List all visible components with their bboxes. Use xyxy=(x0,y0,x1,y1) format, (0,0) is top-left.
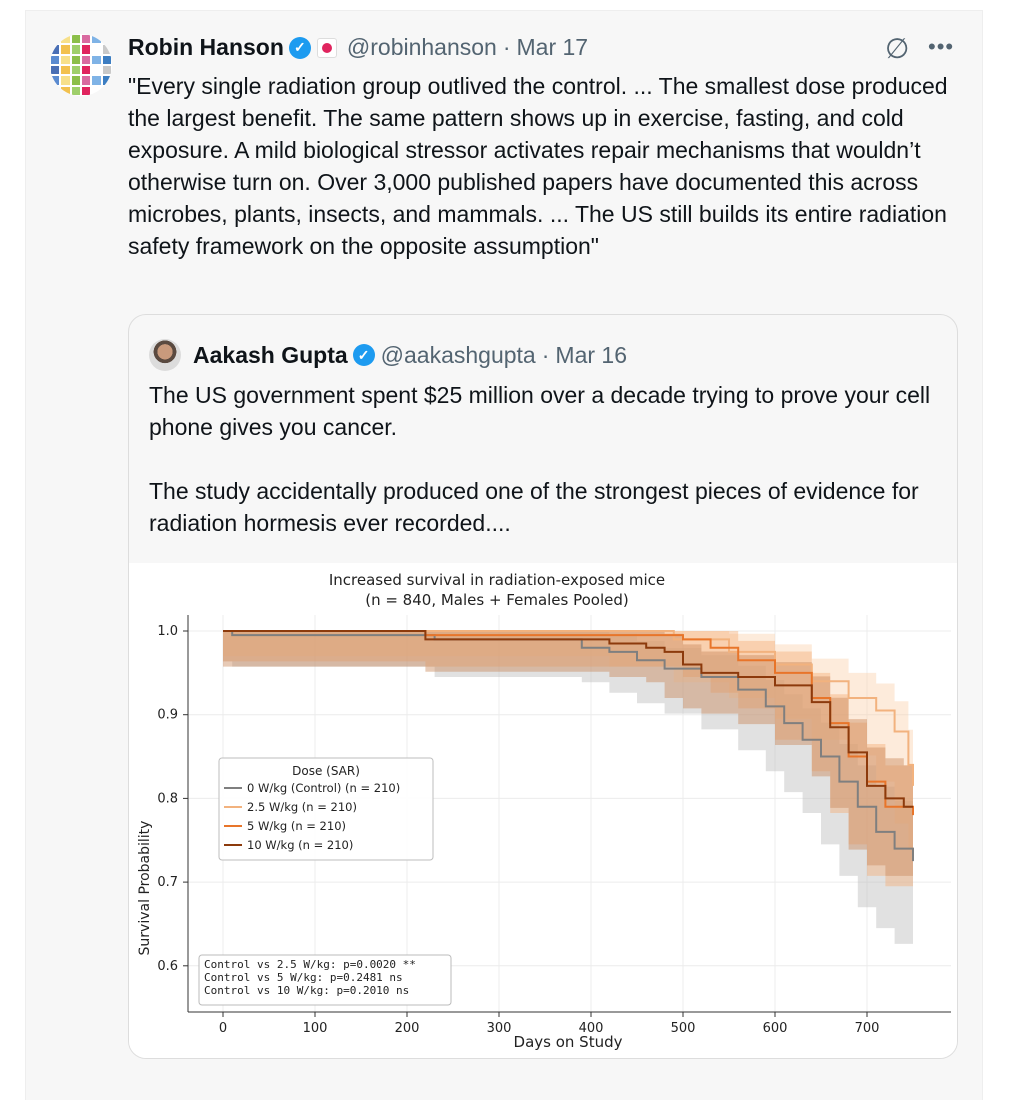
x-tick-label: 0 xyxy=(218,1021,228,1036)
avatar-tile xyxy=(61,76,69,84)
y-axis-label: Survival Probability xyxy=(137,820,153,956)
y-tick-label: 0.7 xyxy=(157,875,178,891)
quote-header xyxy=(149,339,627,371)
tweet-header xyxy=(128,34,588,61)
p-value-text: Control vs 10 W/kg: p=0.2010 ns xyxy=(204,984,410,997)
avatar-tile xyxy=(82,35,90,43)
legend-label: 2.5 W/kg (n = 210) xyxy=(247,800,357,814)
avatar-tile xyxy=(92,56,100,64)
legend-label: 5 W/kg (n = 210) xyxy=(247,819,346,833)
survival-chart xyxy=(129,563,958,1059)
y-tick-label: 0.9 xyxy=(157,707,178,723)
legend-title: Dose (SAR) xyxy=(292,764,360,778)
avatar-tile xyxy=(61,66,69,74)
verified-badge-icon: ✓ xyxy=(353,344,375,366)
affiliate-flag-icon xyxy=(317,38,337,58)
quote-author-name[interactable]: Aakash Gupta xyxy=(193,341,348,368)
x-tick-label: 100 xyxy=(302,1021,328,1036)
tweet-text: "Every single radiation group outlived the control. ... The smallest dose produced the largest benefit. The same pattern shows up in exercise, fasting, and cold exposure. A mild biological stressor activates repair mechanisms that wouldn’t otherwise turn on. Over 3,000 published papers have documented this across microbes, plants, insects, and mammals. ... The US still builds its entire radiation safety framework on the opposite assumption" xyxy=(128,73,948,259)
x-tick-label: 600 xyxy=(762,1021,788,1036)
author-handle[interactable]: @robinhanson xyxy=(346,34,497,60)
avatar-tile xyxy=(82,66,90,74)
avatar-tile xyxy=(61,56,69,64)
avatar-tile xyxy=(103,66,111,74)
avatar-tile xyxy=(92,45,100,53)
avatar-tile xyxy=(92,66,100,74)
x-tick-label: 500 xyxy=(670,1021,696,1036)
more-icon[interactable]: ••• xyxy=(928,34,955,59)
separator: · xyxy=(502,34,511,60)
tweet-date[interactable]: Mar 17 xyxy=(516,34,589,60)
x-axis-label: Days on Study xyxy=(513,1033,623,1051)
legend-label: 10 W/kg (n = 210) xyxy=(247,838,354,852)
avatar-tile xyxy=(72,56,80,64)
avatar-tile xyxy=(51,56,59,64)
avatar-tile xyxy=(72,45,80,53)
avatar-tile xyxy=(72,87,80,95)
chart-subtitle: (n = 840, Males + Females Pooled) xyxy=(365,591,629,609)
chart-image[interactable] xyxy=(129,563,958,1059)
author-avatar[interactable] xyxy=(50,34,112,96)
x-tick-label: 400 xyxy=(578,1021,604,1036)
avatar-tile xyxy=(103,56,111,64)
p-value-text: Control vs 2.5 W/kg: p=0.0020 ** xyxy=(204,958,416,971)
quote-date[interactable]: Mar 16 xyxy=(555,341,627,368)
quoted-tweet[interactable] xyxy=(128,314,958,1059)
x-tick-label: 200 xyxy=(394,1021,420,1036)
avatar-tile xyxy=(61,45,69,53)
y-tick-label: 0.6 xyxy=(157,958,178,974)
separator: · xyxy=(541,341,550,368)
avatar-tile xyxy=(82,76,90,84)
verified-badge-icon: ✓ xyxy=(289,37,311,59)
avatar-tile xyxy=(82,45,90,53)
quote-text xyxy=(149,379,939,539)
avatar-tile xyxy=(51,66,59,74)
y-tick-label: 1.0 xyxy=(157,624,178,639)
author-name[interactable]: Robin Hanson xyxy=(128,34,284,60)
x-tick-label: 700 xyxy=(854,1021,880,1036)
avatar-tile xyxy=(72,66,80,74)
avatar-tile xyxy=(72,35,80,43)
quote-paragraph-2: The study accidentally produced one of the strongest pieces of evidence for radiation hormesis ever recorded.... xyxy=(149,478,919,536)
x-tick-label: 300 xyxy=(486,1021,512,1036)
avatar-tile xyxy=(82,87,90,95)
tweet-actions-bar xyxy=(130,1078,950,1088)
legend-label: 0 W/kg (Control) (n = 210) xyxy=(247,781,401,795)
chart-title: Increased survival in radiation-exposed mice xyxy=(328,571,666,589)
quote-paragraph-1: The US government spent $25 million over a decade trying to prove your cell phone gives you cancer. xyxy=(149,382,931,440)
p-value-text: Control vs 5 W/kg: p=0.2481 ns xyxy=(204,971,403,984)
avatar-tile xyxy=(72,76,80,84)
quote-handle[interactable]: @aakashgupta xyxy=(380,341,536,368)
quote-avatar[interactable] xyxy=(149,339,181,371)
avatar-tile xyxy=(92,76,100,84)
grok-icon[interactable]: ∅ xyxy=(885,33,910,64)
avatar-tile xyxy=(82,56,90,64)
y-tick-label: 0.8 xyxy=(157,791,178,807)
